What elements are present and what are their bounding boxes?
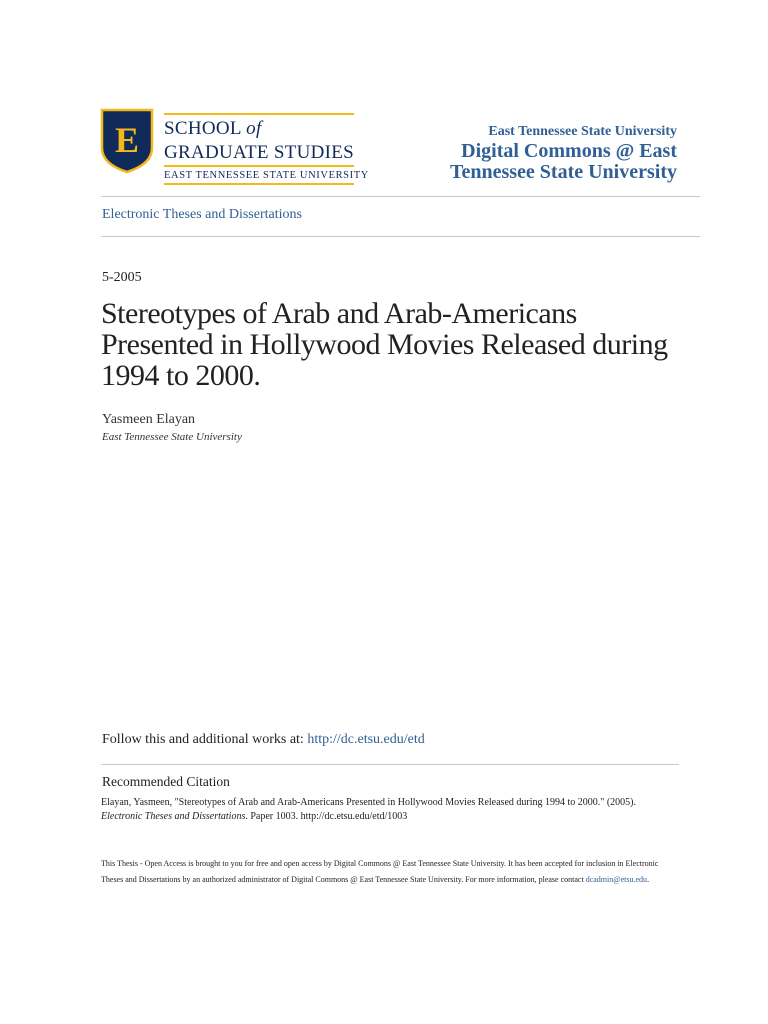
access-notice: This Thesis - Open Access is brought to you for free and open access by Digital Commons @ East Tennessee State University. It has been accepted for inclusion in Electronic Theses and Dissertations by an authorized administrator of Digital Commons @ East Tennessee State University. For more information, please contact dcadmin@etsu.edu. <box>101 859 659 884</box>
author-name: Yasmeen Elayan <box>102 412 196 427</box>
logo-graduate-text: GRADUATE STUDIES <box>164 142 355 163</box>
logo-mid-rule <box>164 165 354 167</box>
collection-divider <box>101 236 700 237</box>
contact-email-link[interactable]: dcadmin@etsu.edu <box>585 874 648 884</box>
collection-link[interactable]: Electronic Theses and Dissertations <box>102 207 302 222</box>
publication-date: 5-2005 <box>102 270 142 285</box>
shield-letter: E <box>114 120 140 160</box>
logo-bottom-rule <box>164 183 354 185</box>
logo-university-text: EAST TENNESSEE STATE UNIVERSITY <box>164 170 369 181</box>
logo-top-rule <box>164 113 354 115</box>
citation-text: Elayan, Yasmeen, "Stereotypes of Arab and Arab-Americans Presented in Hollywood Movies Released during 1994 to 2000." (2005). Electronic Theses and Dissertations. Paper 1003. http://dc.etsu.edu/etd/1003 <box>101 797 637 822</box>
institution-name[interactable]: East Tennessee State University <box>488 124 677 139</box>
logo-school-text: SCHOOL of <box>164 118 262 139</box>
etd-collection-link[interactable]: http://dc.etsu.edu/etd <box>307 732 425 747</box>
citation-series: Electronic Theses and Dissertations <box>101 811 246 822</box>
citation-heading: Recommended Citation <box>102 774 230 789</box>
document-title: Stereotypes of Arab and Arab-Americans Presented in Hollywood Movies Released during 1994 to 2000. <box>101 297 668 392</box>
etsu-shield-logo <box>100 108 154 174</box>
repository-name[interactable]: Digital Commons @ East Tennessee State University <box>449 140 677 183</box>
follow-line <box>102 732 425 748</box>
header-divider <box>101 196 700 197</box>
follow-label: Follow this and additional works at: <box>102 732 304 747</box>
author-affiliation: East Tennessee State University <box>102 431 242 443</box>
citation-divider <box>101 764 679 765</box>
